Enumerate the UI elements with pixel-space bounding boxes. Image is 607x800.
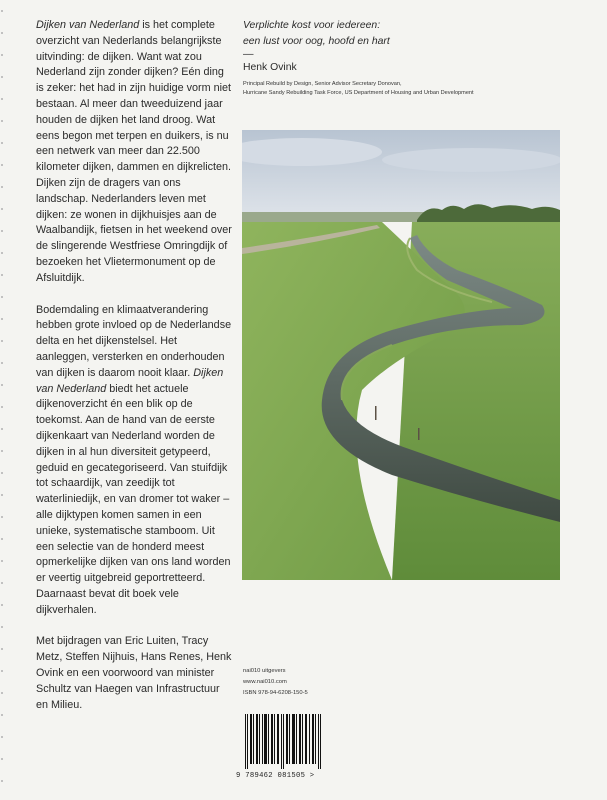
- blurb-text-1: is het complete overzicht van Nederlands belangrijkste uitvinding: de dijken. Want wat zou Nederland zijn zonder dijken? Eén ding is zeker: het had in zijn huidige vorm niet bestaan. Al meer dan tweeduizend jaar houden de dijken het land droog. Wat eens begon met terpen en duikers, is nu een netwerk van meer dan 22.500 kilometer dijken, dammen en dijkrelicten. Dijken zijn de dragers van ons landschap. Nederlanders leven met dijken: ze wonen in dijkhuisjes aan de Waalbandijk, fietsen in het weekend over de slingerende Westfriese Omringdijk of bezoeken het Vlietermonument op de Afsluitdijk.: [36, 19, 232, 284]
- author-credentials: [243, 80, 583, 98]
- blurb-text-2a: Bodemdaling en klimaatverandering hebben grote invloed op de Nederlandse delta en het dijkenstelsel. Het aanleggen, versterken en onderhouden van dijken is daarom nooit klaar.: [36, 303, 232, 379]
- barcode-digits: 9 789462 081505 >: [236, 772, 315, 780]
- quote-author: Henk Ovink: [243, 62, 297, 73]
- blurb-column: [36, 18, 232, 729]
- quote-line-2: een lust voor oog, hoofd en hart: [243, 36, 390, 47]
- isbn: ISBN 978-94-6208-150-5: [243, 690, 308, 696]
- spine-perforation: [0, 0, 4, 800]
- blurb-paragraph-3: Met bijdragen van Eric Luiten, Tracy Metz, Steffen Nijhuis, Hans Renes, Henk Ovink en een voorwoord van minister Schultz van Haegen van Infrastructuur en Milieu.: [36, 635, 232, 711]
- book-title-italic: Dijken van Nederland: [36, 19, 140, 31]
- endorsement-quote: [243, 18, 573, 50]
- quote-dash: —: [243, 48, 254, 60]
- fence-post: [418, 428, 420, 440]
- blurb-paragraph-1: [36, 18, 232, 287]
- blurb-text-2b: biedt het actuele dijkenoverzicht én een blik op de toekomst. Aan de hand van de eerste dijkenkaart van Nederland worden de dijken in al hun diversiteit getypeerd, geduid en gecategoriseerd. Van stuifdijk tot schaardijk, van zeedijk tot waterliniedijk, en van dromer tot waker – alle dijktypen komen samen in een unieke, systematische stamboom. Uit een selectie van de honderd meest opmerkelijke dijken van ons land worden er veertig uitgebreid geportretteerd. Daarnaast bevat dit boek vele dijkverhalen.: [36, 382, 231, 616]
- book-title-italic-2: Dijken van Nederland: [36, 366, 224, 395]
- credential-line-2: Hurricane Sandy Rebuilding Task Force, US Department of Housing and Urban Development: [243, 90, 474, 96]
- fence-post: [375, 406, 377, 420]
- publisher-name: nai010 uitgevers: [243, 668, 286, 674]
- credential-line-1: Principal Rebuild by Design, Senior Advisor Secretary Donovan,: [243, 81, 402, 87]
- publisher-info: [243, 666, 443, 699]
- publisher-website: www.nai010.com: [243, 679, 287, 685]
- quote-line-1: Verplichte kost voor iedereen:: [243, 20, 381, 31]
- dike-landscape-photo: [242, 130, 560, 580]
- isbn-barcode: [243, 714, 323, 769]
- blurb-paragraph-2: [36, 303, 232, 619]
- cloud: [382, 148, 560, 172]
